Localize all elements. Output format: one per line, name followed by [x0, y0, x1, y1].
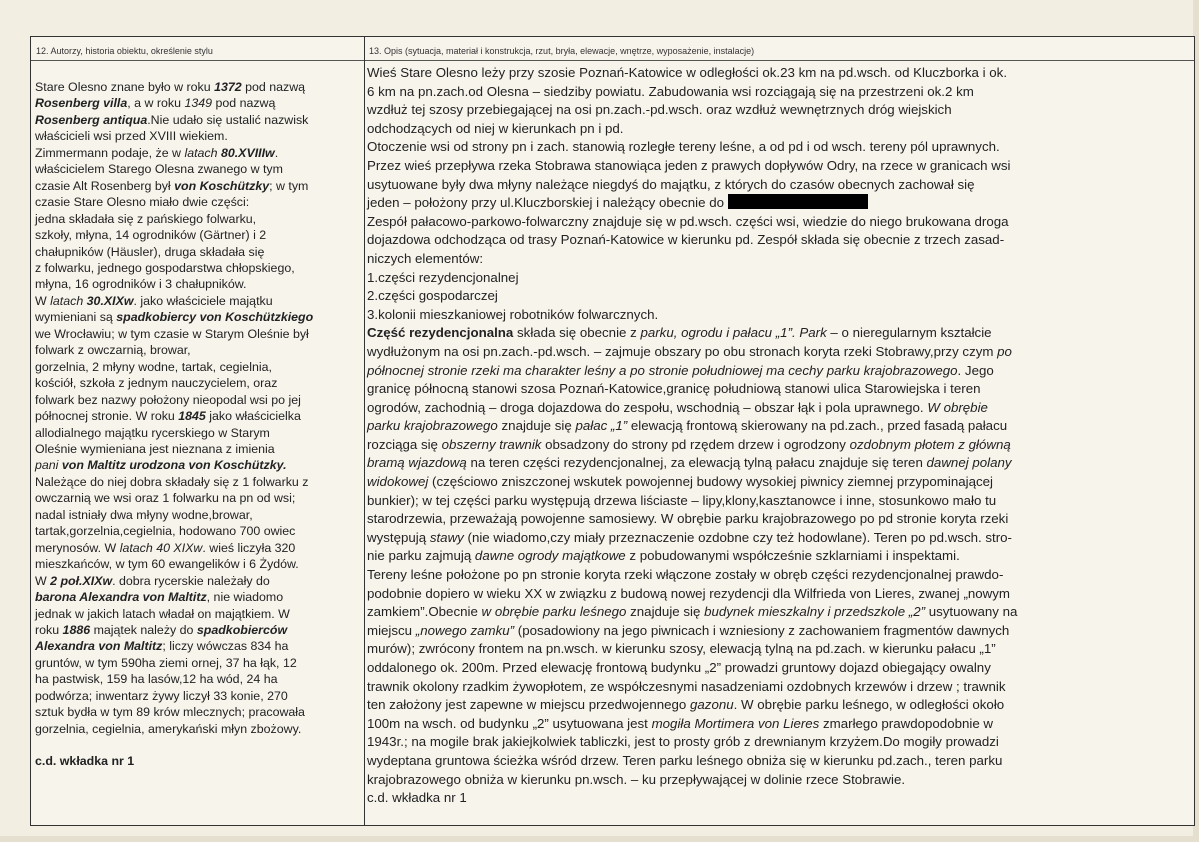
history-line: [35, 425, 313, 441]
text-run: czasie Stare Olesno miało dwie części:: [35, 195, 250, 210]
description-line: [367, 343, 1017, 362]
history-line: [35, 408, 313, 424]
text-run: merynosów. W: [35, 540, 120, 555]
text-run: roku: [35, 622, 63, 637]
text-run: budynek mieszkalny i przedszkole „2”: [704, 604, 926, 620]
description-line: [367, 789, 1017, 808]
history-line: [35, 704, 313, 720]
text-run: . W obrębie parku leśnego, w odległości około: [733, 697, 1005, 713]
text-run: właścicieli wsi przed XVIII wiekiem.: [35, 129, 228, 144]
text-run: wydeptana gruntowa ścieżka wśród drzew. Teren parku leśnego obniża się w kierunku pd.zach., teren parku: [367, 752, 1003, 768]
text-run: dojazdowa odchodząca od trasy Poznań-Katowice w kierunku pd. Zespół składa się obecnie z trzech zasad-: [367, 232, 1005, 248]
description-line: [367, 696, 1017, 715]
history-line: [35, 326, 313, 342]
text-run: sztuk bydła w tym 89 krów mlecznych; pracowała: [35, 705, 305, 720]
text-run: von Maltitz urodzona von Koschützky.: [61, 458, 287, 473]
history-line: [35, 392, 313, 408]
text-run: dawnej polany: [926, 455, 1012, 471]
text-run: gorzelnia, cegielnia, amerykański młyn zbożowy.: [35, 721, 302, 736]
text-run: Należące do niej dobra składały się z 1 folwarku z: [35, 474, 309, 489]
text-run: znajduje się: [626, 604, 705, 620]
text-run: pod nazwą: [212, 96, 276, 111]
text-run: – o nieregularnym kształcie: [826, 325, 992, 341]
description-line: [367, 640, 1017, 659]
description-line: [367, 157, 1017, 176]
text-run: 1372: [214, 80, 242, 94]
text-run: allodialnego majątku rycerskiego w Starym: [35, 425, 270, 440]
history-line: [35, 606, 313, 622]
history-line: [35, 293, 313, 309]
text-run: podwórza; inwentarz żywy liczył 33 konie, 270: [35, 688, 288, 703]
description-line: [367, 733, 1017, 752]
text-run: północnej stronie rzeki ma charakter leśny a po stronie południowej ma cechy parku krajobrazowego: [367, 362, 958, 378]
description-line: [367, 269, 1017, 288]
text-run: szkoły, młyna, 14 ogrodników (Gärtner) i 2: [35, 228, 267, 243]
history-line: [35, 161, 313, 177]
text-run: pałac „1”: [575, 418, 628, 434]
history-line: [35, 145, 313, 161]
description-line: [367, 64, 1017, 83]
text-run: Otoczenie wsi od strony pn i zach. stanowią rozległe tereny leśne, a od pd i od wsch. tereny pól uprawnych.: [367, 139, 1000, 155]
text-run: właścicielem Starego Olesna zwanego w tym: [35, 162, 283, 177]
history-line: [35, 655, 313, 671]
text-run: latach: [184, 145, 221, 160]
history-line: [35, 359, 313, 375]
text-run: tartak,gorzelnia,cegielnia, hodowano 700 owiec: [35, 524, 296, 539]
description-line: [367, 492, 1017, 511]
text-run: (nie wiadomo,czy miały przeznaczenie ozdobne czy też hodowlane). Teren po pd.wsch. stro-: [463, 529, 1012, 545]
history-line: [35, 457, 313, 473]
description-line: [367, 138, 1017, 157]
text-run: W: [35, 573, 51, 588]
description-line: [367, 678, 1017, 697]
history-line: [35, 622, 313, 638]
text-run: pod nazwą: [241, 80, 306, 94]
text-run: . dobra rycerskie należały do: [112, 573, 270, 588]
text-run: parku krajobrazowego: [367, 418, 498, 434]
description-line: [367, 771, 1017, 790]
text-run: miejscu: [367, 622, 416, 638]
text-run: w obrębie parku leśnego: [481, 604, 627, 620]
description-line: [367, 101, 1017, 120]
history-line: [35, 276, 313, 292]
history-line: [35, 556, 313, 572]
description-line: [367, 176, 1017, 195]
text-run: jako właścicielka: [205, 409, 301, 424]
history-line: [35, 260, 313, 276]
description-line: [367, 362, 1017, 381]
description-line: [367, 83, 1017, 102]
text-run: ozdobnym płotem z główną: [849, 436, 1011, 452]
text-run: chałupników (Häusler), druga składała się: [35, 244, 265, 259]
description-line: [367, 231, 1017, 250]
history-line: [35, 244, 313, 260]
text-run: ; liczy wówczas 834 ha: [162, 639, 289, 654]
text-run: rozciąga się: [367, 436, 442, 452]
history-column: [35, 79, 313, 770]
description-line: [367, 659, 1017, 678]
description-line: [367, 380, 1017, 399]
description-line: [367, 454, 1017, 473]
text-run: . wieś liczyła 320: [202, 540, 296, 555]
column-divider: [364, 37, 365, 825]
text-run: 80.XVIIIw: [220, 145, 275, 160]
text-run: młyna, 16 ogrodników i 3 chałupników.: [35, 277, 247, 292]
description-column: [367, 64, 1017, 808]
description-line: [367, 603, 1017, 622]
text-run: podobnie dopiero w wieku XX w związku z budową nowej rezydencji dla Wilfrieda von Lieres, zwanej „nowym: [367, 585, 1010, 601]
text-run: widokowej: [367, 474, 429, 490]
text-run: trawnik okolony rzadkim żywopłotem, ze współczesnymi nasadzeniami ozdobnych krzewów i drzew ; trawnik: [367, 678, 1006, 694]
history-line: [35, 112, 313, 128]
description-line: [367, 250, 1017, 269]
text-run: stawy: [429, 529, 464, 545]
text-run: starodrzewia, przeważają powojenne samosiewy. W obrębie parku krajobrazowego po pd stronie koryta rzeki: [367, 511, 1009, 527]
text-run: z folwarku, jednego gospodarstwa chłopskiego,: [35, 260, 295, 275]
text-run: Stare Olesno znane było w roku: [35, 80, 215, 94]
text-run: Wieś Stare Olesno leży przy szosie Poznań-Katowice w odległości ok.23 km na pd.wsch. od Kluczborka i ok.: [367, 65, 1008, 80]
text-run: 2 poł.XIXw: [50, 573, 113, 588]
text-run: 1845: [178, 409, 206, 424]
history-line: [35, 638, 313, 654]
description-line: [367, 529, 1017, 548]
history-line: [35, 441, 313, 457]
text-run: ha pastwisk, 159 ha lasów,12 ha wód, 24 ha: [35, 672, 278, 687]
history-line: [35, 227, 313, 243]
spacer: [35, 737, 313, 753]
section-12-header: 12. Autorzy, historia obiektu, określenie stylu: [36, 46, 213, 56]
text-run: bramą wjazdową: [367, 455, 467, 471]
text-run: mogiła Mortimera von Lieres: [651, 715, 820, 731]
text-run: von Koschützky: [174, 178, 270, 193]
text-run: 1.części rezydencjonalnej: [367, 269, 519, 285]
history-line: [35, 490, 313, 506]
text-run: Alexandra von Maltitz: [35, 639, 163, 654]
text-run: wymieniani są: [35, 310, 117, 325]
description-line: [367, 715, 1017, 734]
text-run: .: [274, 145, 279, 160]
text-run: spadkobiercy von Koschützkiego: [116, 310, 314, 325]
history-line: [35, 309, 313, 325]
text-run: Tereny leśne położone po pn stronie koryta rzeki włączone zostały w obręb części rezydencjonalnej prawdo-: [367, 567, 1004, 583]
text-run: ; w tym: [269, 178, 309, 193]
description-line: [367, 622, 1017, 641]
text-run: murów); zwrócony frontem na pn.wsch. w kierunku szosy, elewacją tylną na pd.zach. w kierunku pałacu „1”: [367, 641, 996, 657]
header-separator: [31, 60, 1194, 61]
text-run: 30.XIXw: [86, 293, 134, 308]
history-line: [35, 375, 313, 391]
history-line: [35, 95, 313, 111]
text-run: północnej stronie. W roku: [35, 409, 179, 424]
text-run: oddalonego ok. 200m. Przed elewację frontową budynku „2” prowadzi gruntowy dojazd obiegający owalny: [367, 660, 991, 675]
description-line: [367, 436, 1017, 455]
text-run: folwark z owczarnią, browar,: [35, 343, 191, 358]
text-run: pani: [35, 458, 62, 473]
text-run: granicę północną stanowi szosa Poznań-Katowice,granicę południową stanowi ulica Starowiejska i teren: [367, 381, 981, 397]
redaction-block: [728, 194, 868, 209]
text-run: z pobudowanymi współcześnie szklarniami i inspektami.: [625, 548, 960, 564]
text-run: gruntów, w tym 590ha ziemi ornej, 37 ha łąk, 12: [35, 655, 297, 670]
description-line: [367, 287, 1017, 306]
text-run: Przez wieś przepływa rzeka Stobrawa stanowiąca jeden z prawych dopływów Odry, na rzece w granicach wsi: [367, 157, 1011, 173]
text-run: występują: [367, 529, 430, 545]
description-line: [367, 566, 1017, 585]
history-line: [35, 523, 313, 539]
text-run: wzdłuż tej szosy przebiegającej na osi pn.zach.-pd.wsch. oraz wzdłuż wewnętrznych dróg wiejskich: [367, 102, 952, 118]
text-run: W obrębie: [927, 399, 988, 415]
text-run: kościół, szkoła z jednym nauczycielem, oraz: [35, 376, 278, 391]
text-run: barona Alexandra von Maltitz: [35, 590, 207, 605]
text-run: składa się obecnie z: [513, 325, 641, 341]
scan-edge-bottom: [0, 836, 1199, 842]
text-run: usytuowany na: [925, 604, 1018, 620]
text-run: Rosenberg antiqua: [35, 112, 148, 127]
text-run: jedna składała się z pańskiego folwarku,: [35, 211, 257, 226]
text-run: 1943r.; na mogile brak jakiejkolwiek tabliczki, jest to prosty grób z drewnianym krzyżem.Do mogiły prowadzi: [367, 734, 999, 750]
text-run: na teren części rezydencjonalnej, za elewacją tylną pałacu znajduje się teren: [466, 455, 927, 471]
text-run: parku, ogrodu i pałacu „1”. Park: [640, 325, 827, 341]
text-run: „nowego zamku”: [415, 622, 515, 638]
history-line: [35, 721, 313, 737]
history-line: [35, 79, 313, 95]
text-run: odchodzących od niej w kierunkach pn i pd.: [367, 120, 624, 136]
record-card: [30, 36, 1195, 826]
description-line: [367, 585, 1017, 604]
text-run: jednak w jakich latach władał on majątkiem. W: [35, 606, 290, 621]
text-run: Zimmermann podaje, że w: [35, 145, 185, 160]
text-run: latach: [50, 293, 87, 308]
text-run: latach 40 XIXw: [119, 540, 203, 555]
text-run: c.d. wkładka nr 1: [367, 790, 467, 806]
text-run: jeden – położony przy ul.Kluczborskiej i należący obecnie do: [367, 195, 728, 211]
history-line: [35, 474, 313, 490]
continuation-note: c.d. wkładka nr 1: [35, 754, 135, 769]
text-run: . jako właściciele majątku: [133, 293, 273, 308]
text-run: obszerny trawnik: [441, 436, 542, 452]
text-run: usytuowane były dwa młyny należące niegdyś do majątku, z których do czasów obecnych zachował się: [367, 176, 975, 192]
history-line: [35, 573, 313, 589]
history-line: [35, 194, 313, 210]
text-run: wydłużonym na osi pn.zach.-pd.wsch. – zajmuje obszary po obu stronach koryta rzeki Stobrawy,przy czym: [367, 343, 998, 359]
text-run: czasie Alt Rosenberg był: [35, 178, 175, 193]
text-run: (posadowiony na jego piwnicach i wzniesiony z zachowaniem fragmentów dawnych: [514, 622, 1010, 638]
description-line: [367, 473, 1017, 492]
history-line: [35, 211, 313, 227]
description-line: [367, 510, 1017, 529]
section-13-header: 13. Opis (sytuacja, materiał i konstrukcja, rzut, bryła, elewacje, wnętrze, wyposażenie, instalacje): [369, 46, 755, 56]
text-run: niczych elementów:: [367, 250, 484, 266]
text-run: 1349: [184, 96, 213, 111]
description-line: [367, 324, 1017, 343]
text-run: ogrodów, zachodnią – droga dojazdowa do zespołu, wschodnią – obszar łąk i pola uprawnego.: [367, 399, 928, 415]
description-line: [367, 399, 1017, 418]
text-run: 1886: [62, 622, 91, 637]
text-run: we Wrocławiu; w tym czasie w Starym Oleśnie był: [35, 326, 309, 341]
history-line: [35, 128, 313, 144]
history-line: [35, 178, 313, 194]
text-run: spadkobierców: [196, 622, 288, 637]
text-run: 3.kolonii mieszkaniowej robotników folwarcznych.: [367, 306, 659, 322]
text-run: bunkier); w tej części parku występują drzewa liściaste – lipy,klony,kasztanowce i inne, stosunkowo mało tu: [367, 492, 997, 508]
text-run: folwark bez nazwy położony nieopodal wsi po jej: [35, 392, 301, 407]
description-line: [367, 194, 1017, 213]
description-line: [367, 547, 1017, 566]
text-run: 6 km na pn.zach.od Olesna – siedziby powiatu. Zabudowania wsi rozciągają się na przestrzeni ok.2 km: [367, 83, 974, 99]
description-line: [367, 306, 1017, 325]
description-line: [367, 120, 1017, 139]
history-line: [35, 671, 313, 687]
text-run: Część rezydencjonalna: [367, 325, 514, 341]
history-line: [35, 589, 313, 605]
text-run: znajduje się: [497, 418, 576, 434]
text-run: dawne ogrody majątkowe: [474, 548, 626, 564]
text-run: nadal istniały dwa młyny wodne,browar,: [35, 507, 253, 522]
description-line: [367, 213, 1017, 232]
description-line: [367, 752, 1017, 771]
text-run: zmarłego prawdopodobnie w: [819, 715, 994, 731]
text-run: gorzelnia, 2 młyny wodne, tartak, cegielnia,: [35, 359, 272, 374]
text-run: W: [35, 293, 51, 308]
text-run: Oleśnie wymieniana jest nieznana z imienia: [35, 441, 275, 456]
text-run: krajobrazowego obniża w kierunku pn.wsch. – ku przepływającej w dolinie rzece Stobrawie.: [367, 771, 906, 787]
history-line: [35, 507, 313, 523]
text-run: Rosenberg villa: [35, 96, 128, 111]
text-run: elewacją frontową skierowany na pd.zach., przed fasadą pałacu: [627, 418, 1008, 434]
history-line: [35, 688, 313, 704]
text-run: obsadzony do strony pd rzędem drzew i ogrodzony: [541, 436, 850, 452]
text-run: ten założony jest zapewne w miejscu przedwojennego: [367, 697, 691, 713]
text-run: Zespół pałacowo-parkowo-folwarczny znajduje się w pd.wsch. części wsi, wiedzie do niego brukowana droga: [367, 213, 1009, 229]
text-run: owczarnią we wsi oraz 1 folwarku na pn od wsi;: [35, 491, 296, 506]
text-run: mieszkańców, w tym 60 ewangelików i 6 Żydów.: [35, 557, 299, 572]
text-run: zamkiem”.Obecnie: [367, 604, 482, 620]
text-run: 100m na wsch. od budynku „2” usytuowana jest: [367, 715, 652, 731]
text-run: po: [997, 343, 1012, 359]
text-run: nie parku zajmują: [367, 548, 475, 564]
history-line: [35, 342, 313, 358]
text-run: .Nie udało się ustalić nazwisk: [147, 112, 309, 127]
text-run: majątek należy do: [90, 622, 197, 637]
text-run: , nie wiadomo: [206, 590, 284, 605]
text-run: 2.części gospodarczej: [367, 288, 498, 304]
text-run: . Jego: [957, 362, 994, 378]
description-line: [367, 417, 1017, 436]
text-run: (częściowo zniszczonej wskutek powojennej budowy wysokiej piwnicy ziemnej przypominającej: [428, 474, 993, 490]
text-run: gazonu: [690, 697, 734, 713]
text-run: , a w roku: [127, 96, 185, 111]
history-line: [35, 540, 313, 556]
